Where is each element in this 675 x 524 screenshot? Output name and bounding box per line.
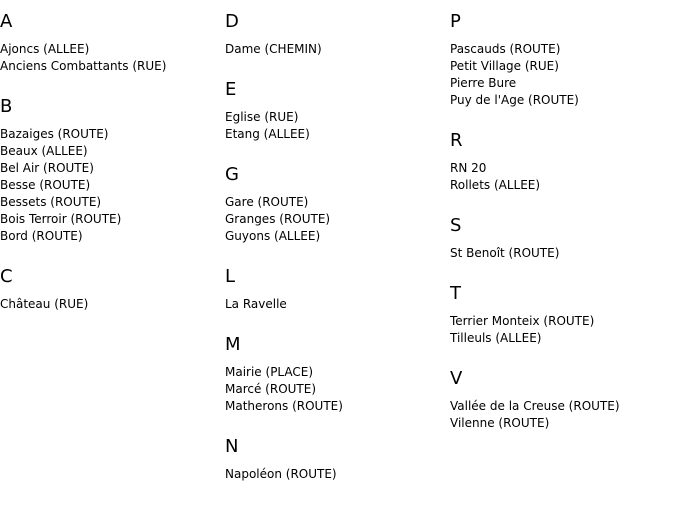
- street-link[interactable]: Rollets (ALLEE): [450, 178, 541, 192]
- street-list: [225, 296, 450, 313]
- letter-group: [450, 283, 675, 347]
- street-link[interactable]: Vallée de la Creuse (ROUTE): [450, 399, 620, 413]
- street-link[interactable]: Tilleuls (ALLEE): [450, 331, 542, 345]
- street-link[interactable]: Vilenne (ROUTE): [450, 416, 550, 430]
- street-link[interactable]: Marcé (ROUTE): [225, 382, 317, 396]
- letter-heading: A: [0, 11, 13, 32]
- letter-group: [225, 266, 450, 313]
- street-link[interactable]: Besse (ROUTE): [0, 178, 91, 192]
- street-list: [225, 364, 450, 415]
- letter-heading: P: [450, 11, 461, 32]
- street-link[interactable]: Mairie (PLACE): [225, 365, 314, 379]
- letter-heading: C: [0, 266, 13, 287]
- letter-heading: L: [225, 266, 236, 287]
- street-link[interactable]: RN 20: [450, 161, 487, 175]
- street-link[interactable]: Puy de l'Age (ROUTE): [450, 93, 579, 107]
- letter-group: [225, 79, 450, 143]
- street-link[interactable]: Eglise (RUE): [225, 110, 299, 124]
- street-link[interactable]: Bel Air (ROUTE): [0, 161, 94, 175]
- letter-heading: G: [225, 164, 239, 185]
- street-list: [450, 398, 675, 432]
- street-link[interactable]: Matherons (ROUTE): [225, 399, 343, 413]
- letter-group: [450, 130, 675, 194]
- street-link[interactable]: Pierre Bure: [450, 76, 517, 90]
- street-link[interactable]: St Benoît (ROUTE): [450, 246, 560, 260]
- letter-heading: R: [450, 130, 463, 151]
- street-link[interactable]: Terrier Monteix (ROUTE): [450, 314, 595, 328]
- letter-group: [450, 368, 675, 432]
- street-link[interactable]: Bazaiges (ROUTE): [0, 127, 109, 141]
- street-list: [450, 160, 675, 194]
- street-link[interactable]: Château (RUE): [0, 297, 89, 311]
- street-link[interactable]: Anciens Combattants (RUE): [0, 59, 167, 73]
- letter-group: [450, 215, 675, 262]
- letter-heading: S: [450, 215, 462, 236]
- street-link[interactable]: Beaux (ALLEE): [0, 144, 88, 158]
- street-list: [225, 41, 450, 58]
- street-index-column: [0, 11, 225, 334]
- street-link[interactable]: Bois Terroir (ROUTE): [0, 212, 122, 226]
- street-link[interactable]: Etang (ALLEE): [225, 127, 310, 141]
- street-link[interactable]: La Ravelle: [225, 297, 287, 311]
- street-link[interactable]: Guyons (ALLEE): [225, 229, 321, 243]
- letter-heading: M: [225, 334, 241, 355]
- street-list: [0, 296, 225, 313]
- letter-group: [225, 334, 450, 415]
- street-list: [225, 109, 450, 143]
- street-list: [450, 41, 675, 109]
- street-list: [225, 194, 450, 245]
- street-index-column: [450, 11, 675, 453]
- street-link[interactable]: Petit Village (RUE): [450, 59, 559, 73]
- street-link[interactable]: Bord (ROUTE): [0, 229, 83, 243]
- street-link[interactable]: Granges (ROUTE): [225, 212, 331, 226]
- street-link[interactable]: Pascauds (ROUTE): [450, 42, 561, 56]
- street-link[interactable]: Gare (ROUTE): [225, 195, 309, 209]
- street-list: [450, 313, 675, 347]
- letter-heading: D: [225, 11, 239, 32]
- letter-group: [0, 11, 225, 75]
- letter-group: [450, 11, 675, 109]
- letter-group: [0, 96, 225, 245]
- street-link[interactable]: Dame (CHEMIN): [225, 42, 322, 56]
- street-link[interactable]: Ajoncs (ALLEE): [0, 42, 90, 56]
- letter-heading: T: [450, 283, 461, 304]
- letter-heading: V: [450, 368, 463, 389]
- letter-heading: B: [0, 96, 13, 117]
- street-index-column: [225, 11, 450, 504]
- letter-group: [0, 266, 225, 313]
- street-list: [0, 126, 225, 245]
- street-link[interactable]: Bessets (ROUTE): [0, 195, 102, 209]
- letter-heading: N: [225, 436, 239, 457]
- street-list: [225, 466, 450, 483]
- letter-heading: E: [225, 79, 237, 100]
- street-list: [450, 245, 675, 262]
- street-link[interactable]: Napoléon (ROUTE): [225, 467, 337, 481]
- letter-group: [225, 11, 450, 58]
- street-list: [0, 41, 225, 75]
- letter-group: [225, 436, 450, 483]
- letter-group: [225, 164, 450, 245]
